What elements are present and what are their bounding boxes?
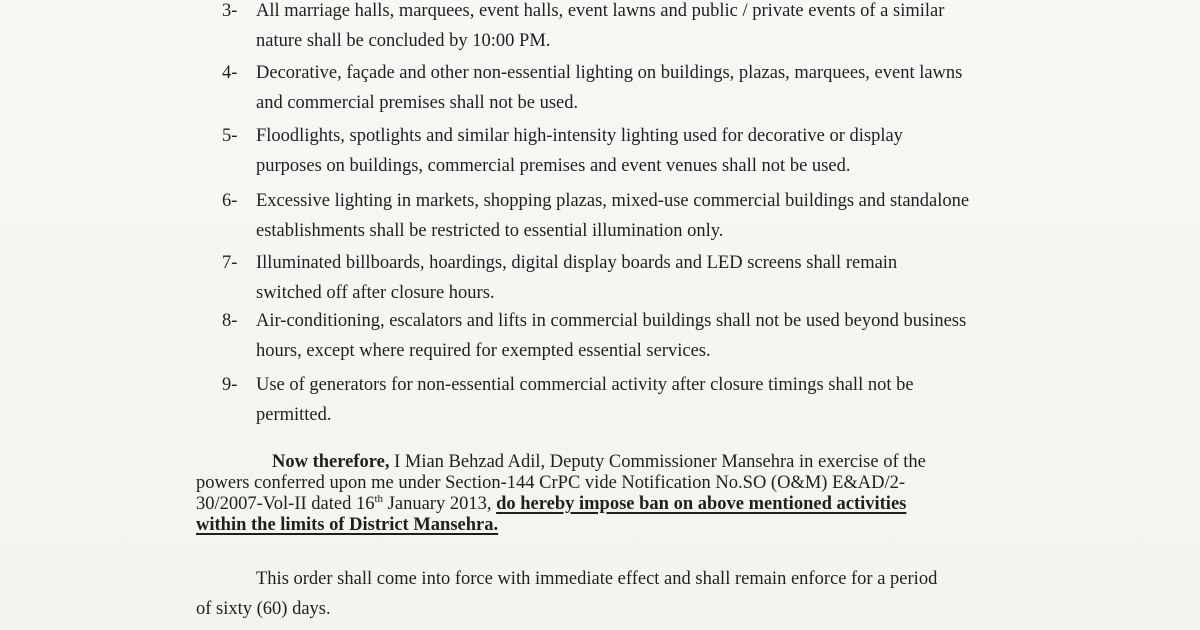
item-line: Excessive lighting in markets, shopping plazas, mixed-use commercial buildings and standalone (256, 191, 970, 211)
item-number: 9- (222, 375, 238, 395)
item-line: and commercial premises shall not be used. (256, 93, 579, 113)
item-line: Illuminated billboards, hoardings, digital display boards and LED screens shall remain (256, 253, 898, 273)
item-line: Air-conditioning, escalators and lifts in commercial buildings shall not be used beyond business (256, 311, 967, 331)
order-lead: Now therefore, (272, 452, 390, 472)
item-number: 3- (222, 1, 238, 21)
order-line-3-pre: 30/2007-Vol-II dated 16 (196, 494, 375, 514)
item-line: nature shall be concluded by 10:00 PM. (256, 31, 551, 51)
closing-line-2: of sixty (60) days. (196, 599, 331, 619)
item-text (256, 186, 1046, 246)
closing-paragraph (196, 564, 1026, 624)
order-line-1-rest: I Mian Behzad Adil, Deputy Commissioner Mansehra in exercise of the (389, 452, 926, 472)
item-line: establishments shall be restricted to essential illumination only. (256, 221, 724, 241)
item-number: 6- (222, 191, 238, 211)
item-text (256, 370, 1046, 430)
order-paragraph (196, 452, 1026, 536)
item-line: purposes on buildings, commercial premises and event venues shall not be used. (256, 156, 851, 176)
item-number: 8- (222, 311, 238, 331)
item-line: hours, except where required for exempted essential services. (256, 341, 711, 361)
order-line-1 (196, 452, 1026, 473)
item-line: Decorative, façade and other non-essential lighting on buildings, plazas, marquees, event lawns (256, 63, 963, 83)
item-number: 7- (222, 253, 238, 273)
item-line: permitted. (256, 405, 332, 425)
item-line: All marriage halls, marquees, event halls, event lawns and public / private events of a similar (256, 1, 945, 21)
order-line-4 (196, 515, 1026, 536)
ban-jurisdiction: within the limits of District Mansehra. (196, 515, 499, 535)
item-line: Use of generators for non-essential commercial activity after closure timings shall not be (256, 375, 914, 395)
item-text (256, 0, 1046, 56)
item-line: switched off after closure hours. (256, 283, 495, 303)
ban-statement: do hereby impose ban on above mentioned activities (496, 494, 907, 514)
item-text (256, 121, 1046, 181)
closing-line-1: This order shall come into force with immediate effect and shall remain enforce for a period (256, 569, 938, 589)
item-line: Floodlights, spotlights and similar high-intensity lighting used for decorative or display (256, 126, 903, 146)
order-line-3 (196, 494, 1026, 515)
order-line-3-mid: January 2013, (383, 494, 497, 514)
item-text (256, 248, 1046, 308)
item-text (256, 58, 1046, 118)
item-number: 4- (222, 63, 238, 83)
item-text (256, 306, 1046, 366)
item-number: 5- (222, 126, 238, 146)
order-line-2: powers conferred upon me under Section-144 CrPC vide Notification No.SO (O&M) E&AD/2- (196, 473, 906, 493)
ordinal-suffix: th (374, 492, 384, 505)
